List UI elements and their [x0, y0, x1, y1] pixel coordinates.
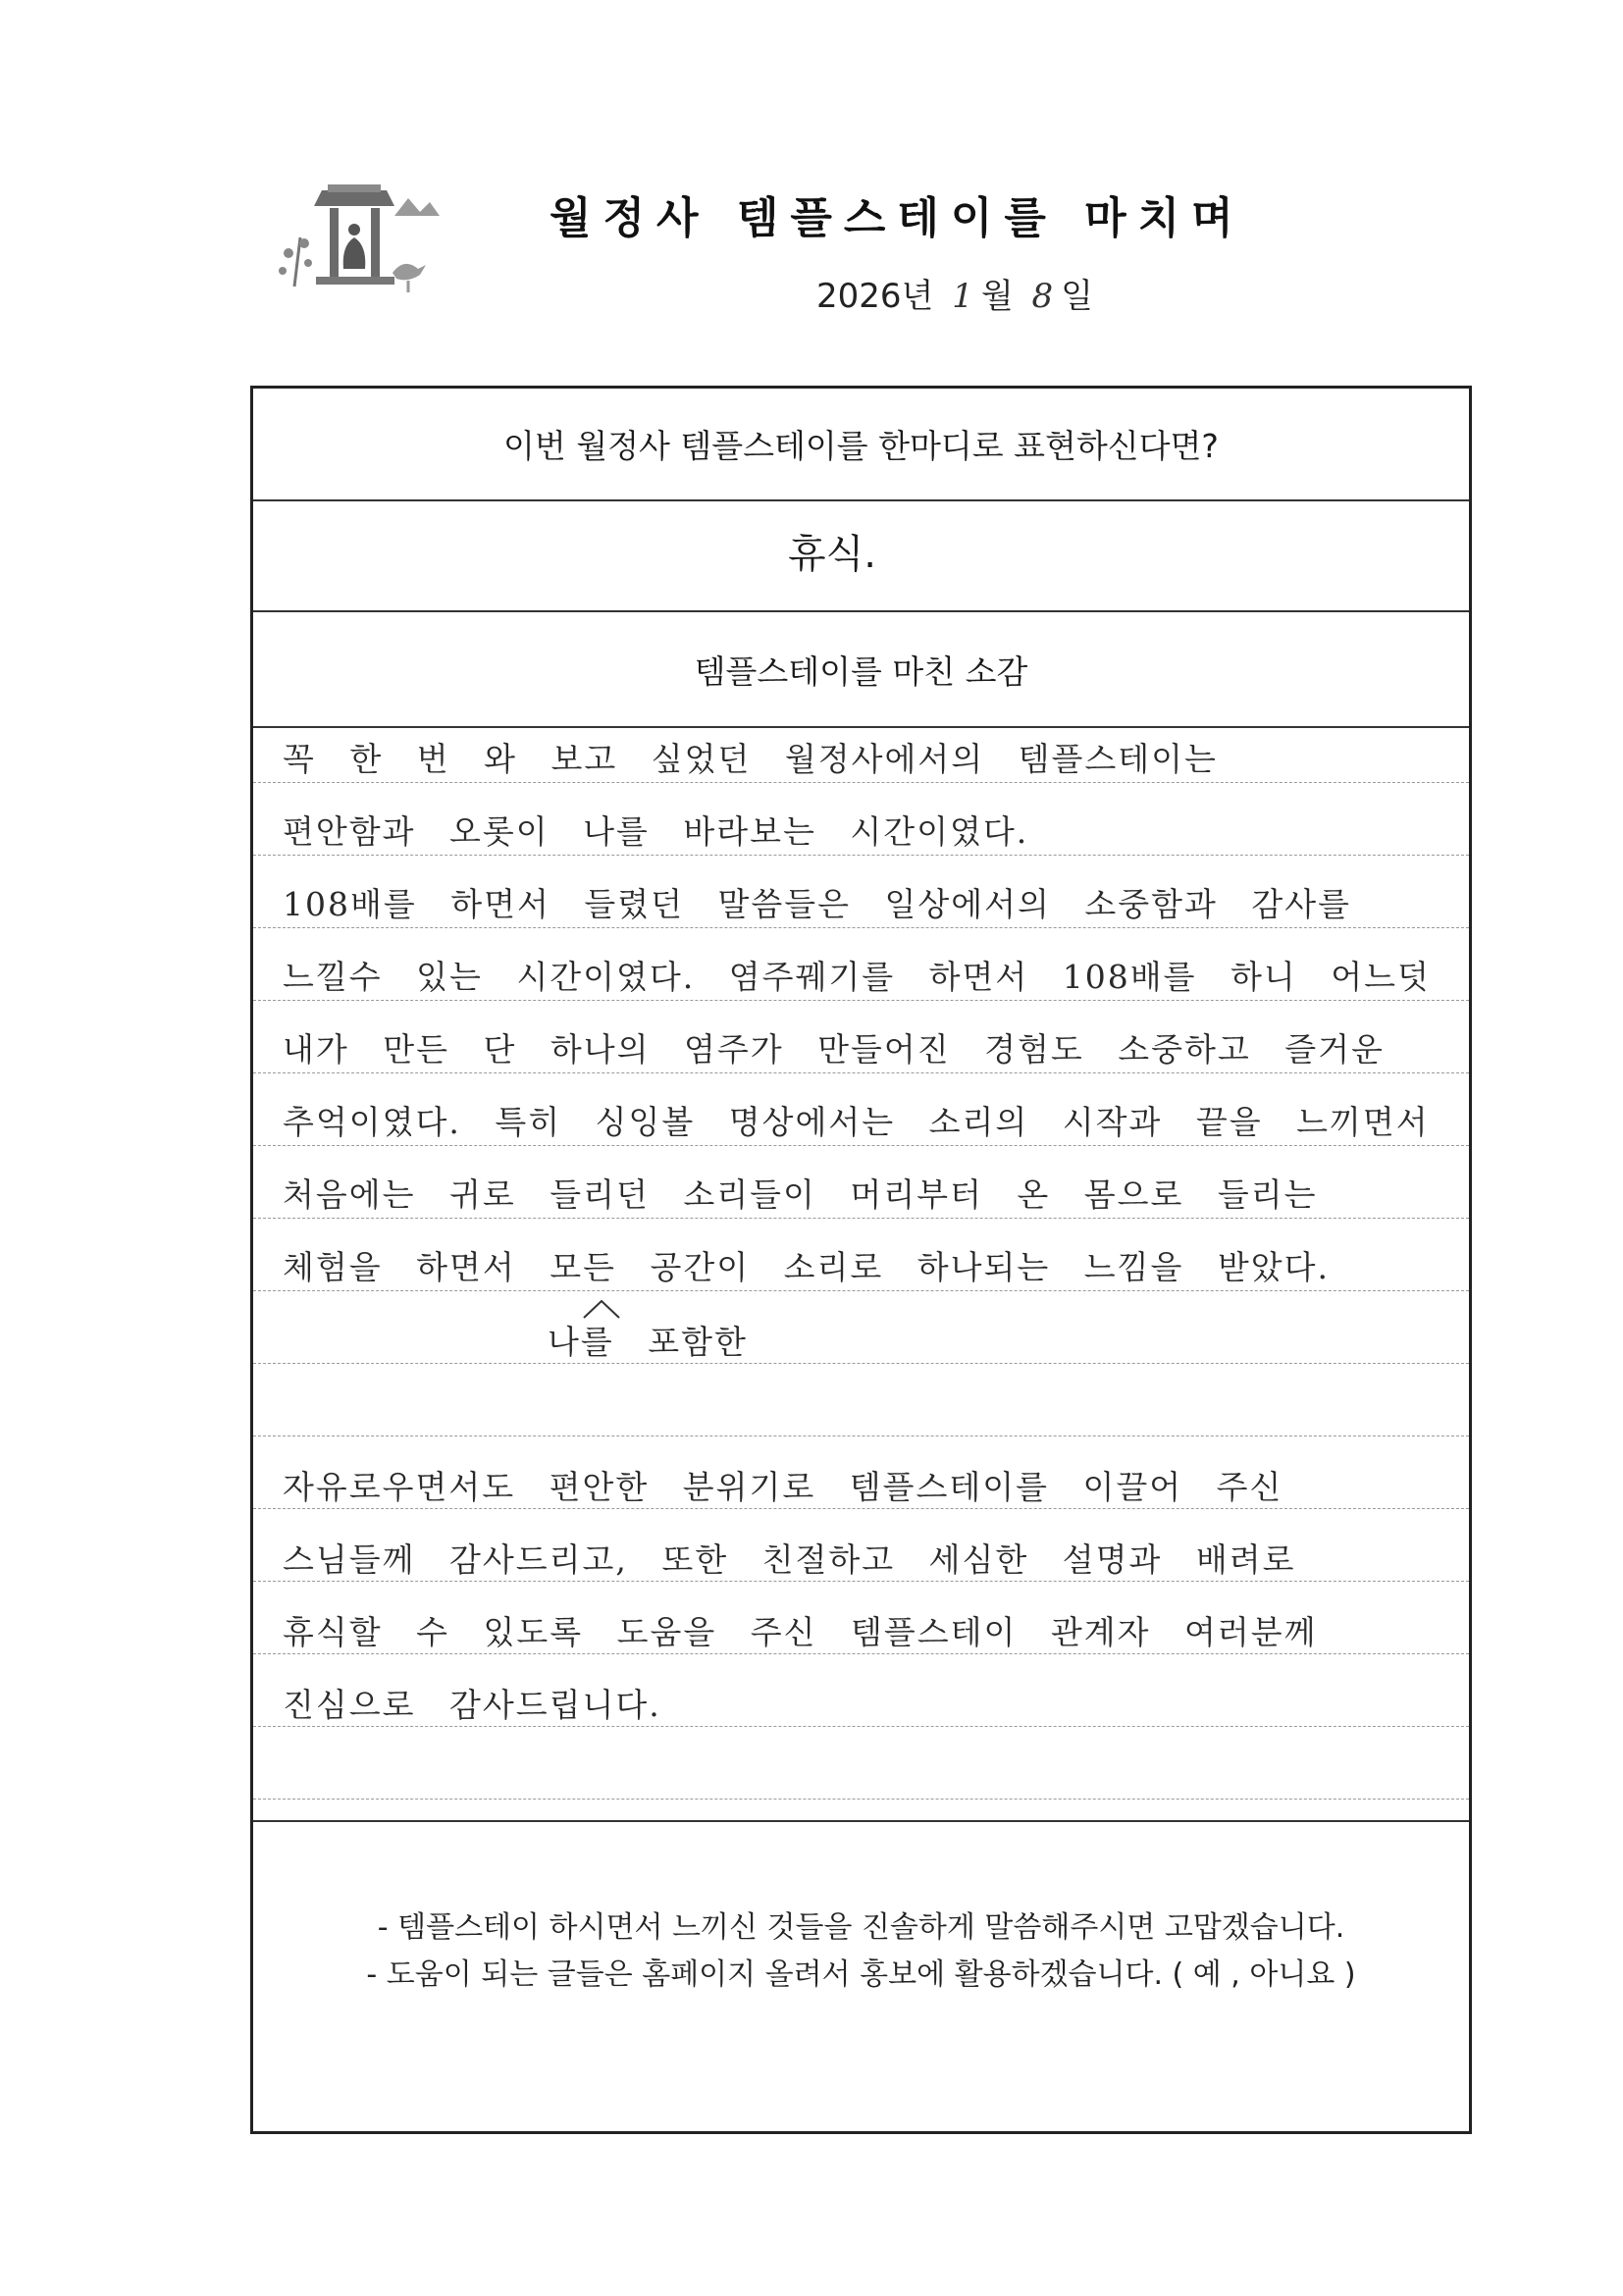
page-title: 월정사 템플스테이를 마치며: [550, 193, 1245, 243]
footer-note: - 도움이 되는 글들은 홈페이지 올려서 홍보에 활용하겠습니다. ( 예 , 아니요 ): [366, 1957, 1356, 1992]
form-footer: [253, 1820, 1469, 2134]
question-one: 이번 월정사 템플스테이를 한마디로 표현하신다면?: [253, 389, 1469, 501]
impression-lines: [253, 728, 1469, 1820]
impression-line: 꼭 한 번 와 보고 싶었던 월정사에서의 템플스테이는: [283, 740, 1218, 778]
survey-form: [250, 386, 1472, 2134]
date-line: [816, 269, 1093, 317]
ruled-line: [253, 1072, 1469, 1073]
impression-insertion: 나를 포함한: [548, 1323, 748, 1361]
ruled-line: [253, 1435, 1469, 1436]
impression-line: 처음에는 귀로 들리던 소리들이 머리부터 온 몸으로 들리는: [283, 1175, 1318, 1214]
impression-line: 느낄수 있는 시간이였다. 염주꿰기를 하면서 108배를 하니 어느덧: [283, 958, 1431, 996]
answer-one-text: 휴식.: [788, 532, 876, 577]
ruled-line: [253, 1363, 1469, 1364]
date-month-label: 월: [980, 277, 1014, 316]
ruled-line: [253, 1145, 1469, 1146]
ruled-line: [253, 1290, 1469, 1291]
footer-note: - 템플스테이 하시면서 느끼신 것들을 진솔하게 말씀해주시면 고맙겠습니다.: [377, 1910, 1345, 1945]
impression-line: 내가 만든 단 하나의 염주가 만들어진 경험도 소중하고 즐거운: [283, 1030, 1385, 1069]
impression-line: 자유로우면서도 편안한 분위기로 템플스테이를 이끌어 주신: [283, 1468, 1283, 1506]
date-day-label: 일: [1061, 277, 1093, 316]
ruled-line: [253, 1799, 1469, 1800]
ruled-line: [253, 855, 1469, 856]
ruled-line: [253, 1218, 1469, 1219]
ruled-line: [253, 782, 1469, 783]
impression-line: 진심으로 감사드립니다.: [283, 1686, 661, 1724]
impression-line: 108배를 하면서 들렸던 말씀들은 일상에서의 소중함과 감사를: [283, 885, 1351, 923]
date-day-value: 8: [1031, 277, 1054, 316]
impression-line: 체험을 하면서 모든 공간이 소리로 하나되는 느낌을 받았다.: [283, 1248, 1330, 1286]
ruled-line: [253, 1653, 1469, 1654]
impression-line: 휴식할 수 있도록 도움을 주신 템플스테이 관계자 여러분께: [283, 1613, 1318, 1651]
impression-line: 추억이였다. 특히 싱잉볼 명상에서는 소리의 시작과 끝을 느끼면서: [283, 1103, 1430, 1141]
temple-logo-icon: [271, 179, 447, 306]
question-two: 템플스테이를 마친 소감: [253, 612, 1469, 728]
ruled-line: [253, 1508, 1469, 1509]
impression-line: 편안함과 오롯이 나를 바라보는 시간이였다.: [283, 812, 1029, 851]
ruled-line: [253, 927, 1469, 928]
ruled-line: [253, 1581, 1469, 1582]
answer-one-field: [253, 501, 1469, 612]
impression-line: 스님들께 감사드리고, 또한 친절하고 세심한 설명과 배려로: [283, 1540, 1296, 1579]
ruled-line: [253, 1000, 1469, 1001]
date-month-value: 1: [952, 277, 973, 316]
ruled-line: [253, 1726, 1469, 1727]
date-year: 2026년: [816, 277, 934, 316]
